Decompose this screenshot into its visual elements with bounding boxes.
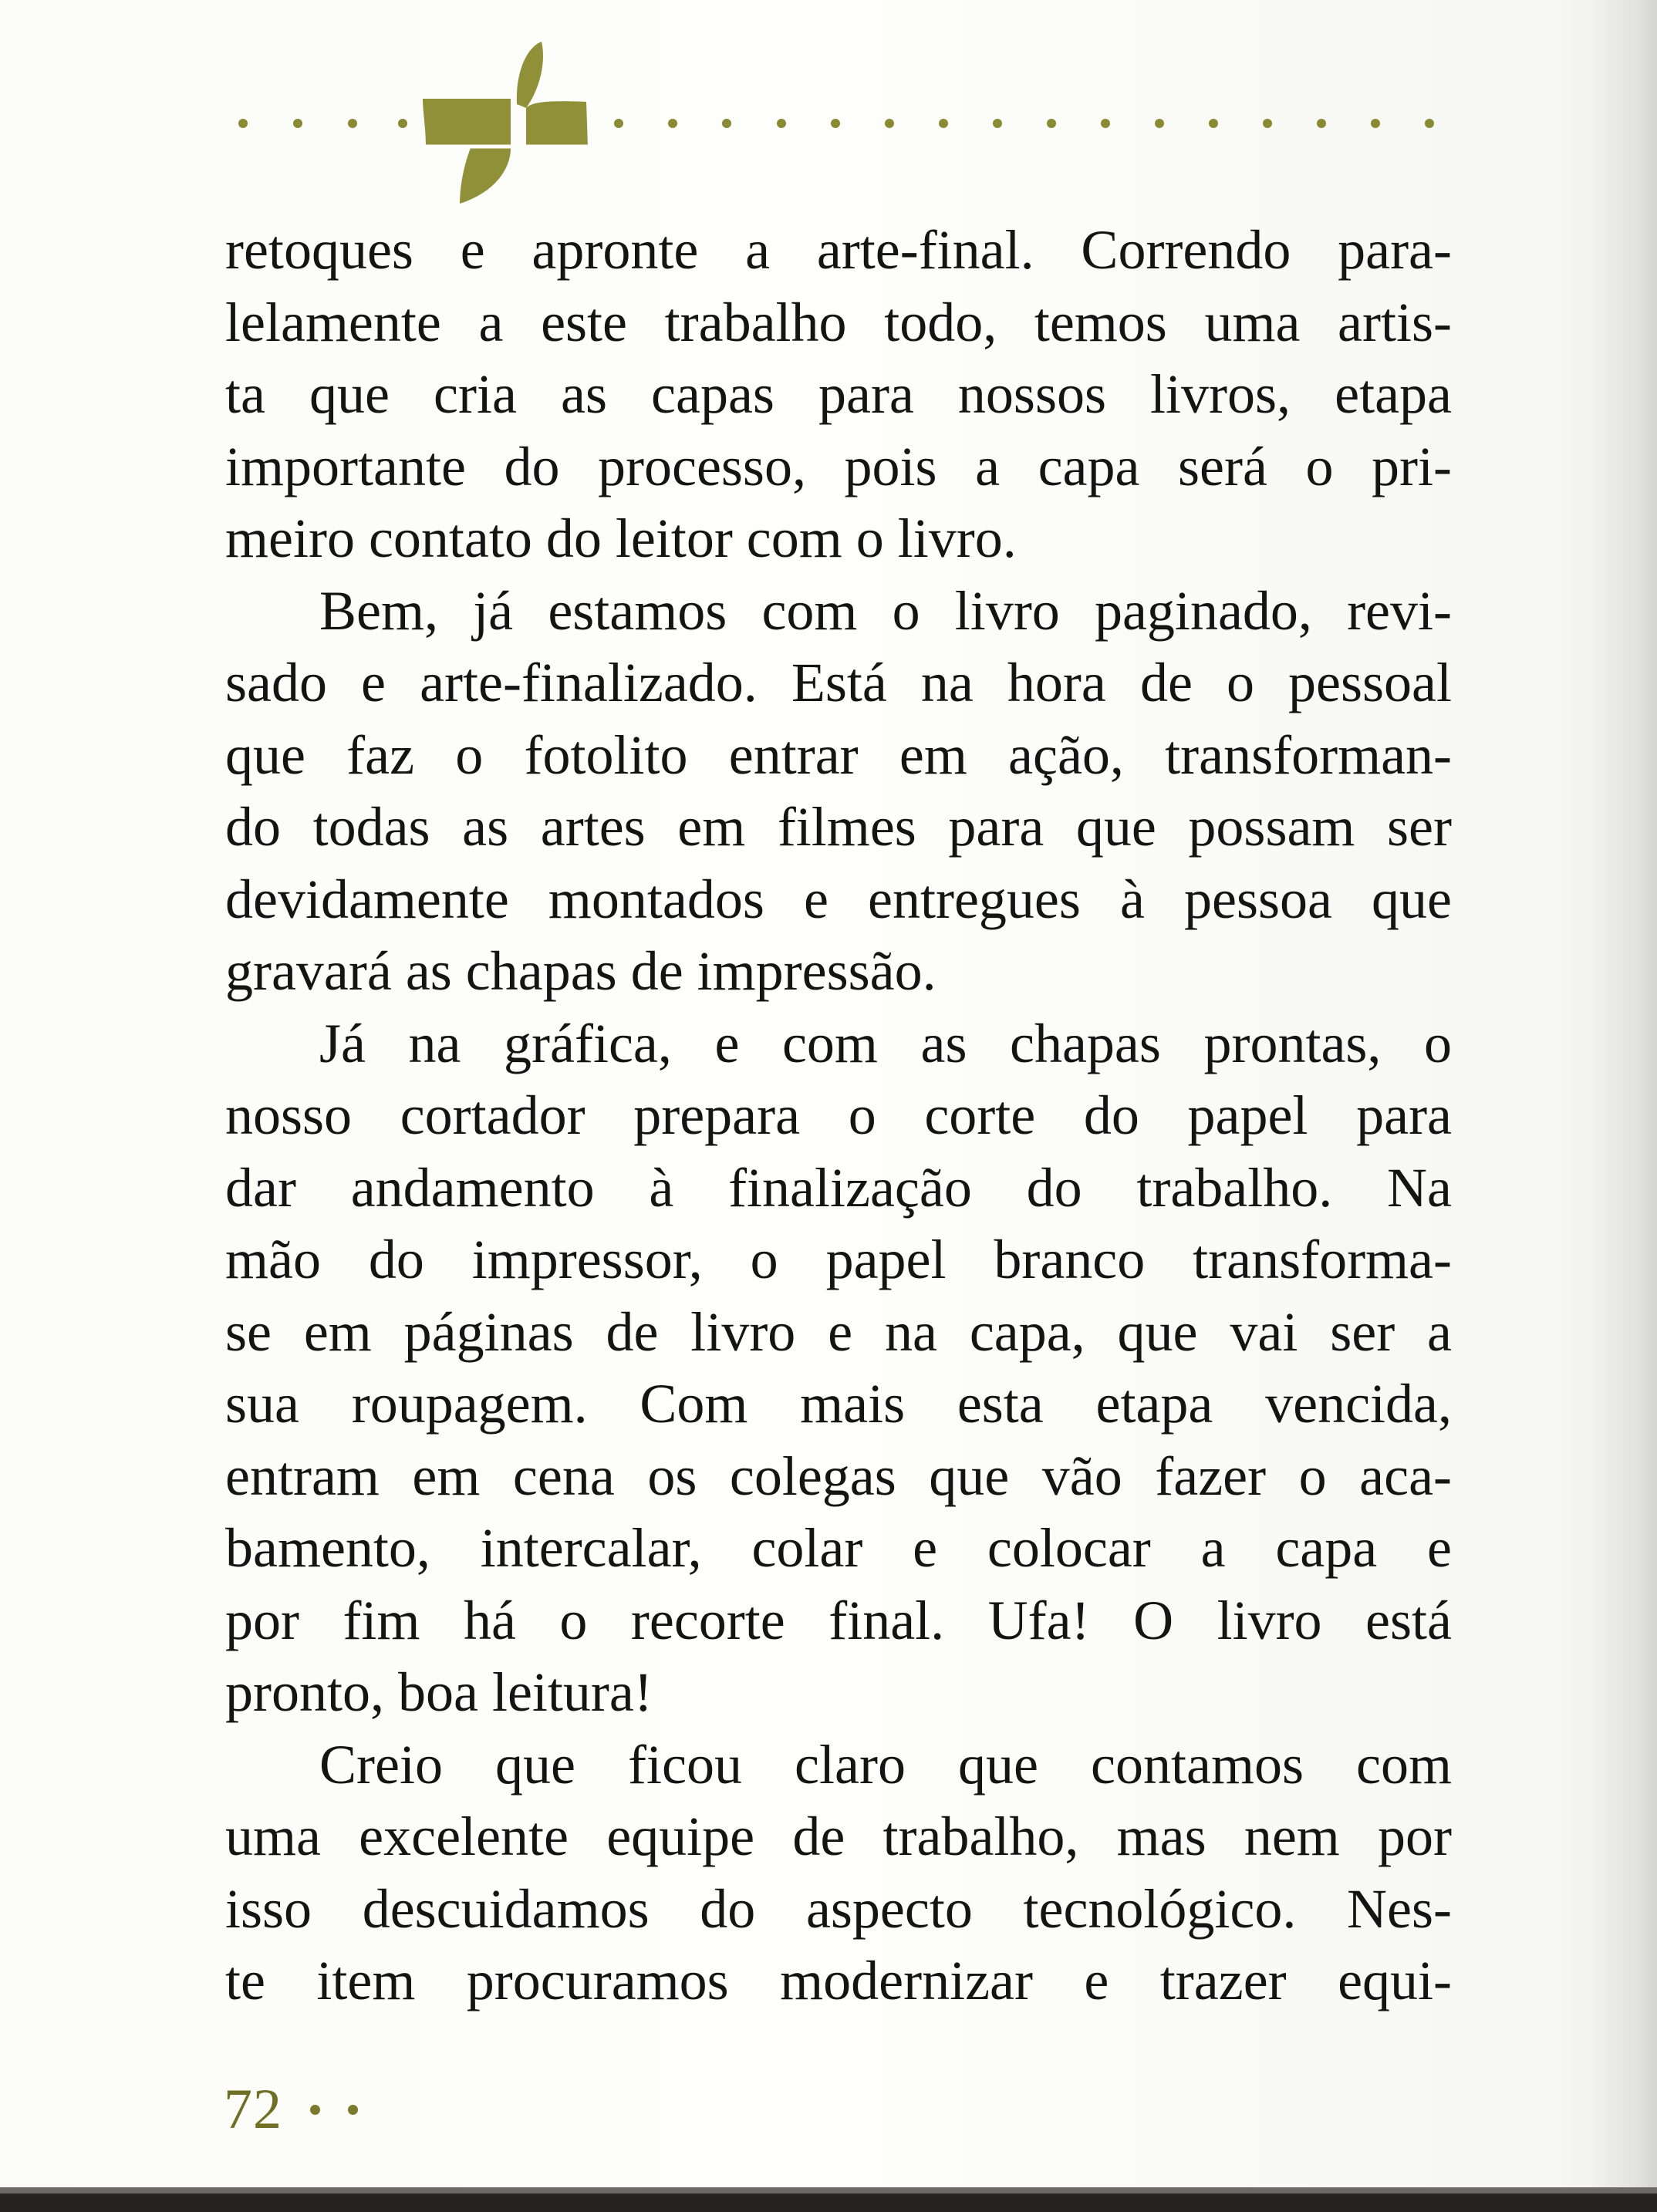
folio-dot-icon <box>310 2105 320 2115</box>
scan-edge-light <box>0 2187 1657 2193</box>
leaf-ornament-icon <box>423 42 588 204</box>
folio-dot-icon <box>348 2105 358 2115</box>
body-text <box>225 214 1452 2018</box>
page-edge-shadow <box>1588 0 1657 2212</box>
text-line: bamento, intercalar, colar e colocar a capa e <box>225 1517 1452 1579</box>
text-line: gravará as chapas de impressão. <box>225 940 936 1002</box>
text-line: por fim há o recorte final. Ufa! O livro está <box>225 1589 1452 1651</box>
text-line: pronto, boa leitura! <box>225 1661 653 1723</box>
text-line: Creio que ficou claro que contamos com <box>319 1733 1452 1796</box>
text-line: lelamente a este trabalho todo, temos uma artis- <box>225 291 1452 353</box>
page-folio <box>224 2075 358 2144</box>
text-line: se em páginas de livro e na capa, que vai ser a <box>225 1300 1452 1363</box>
dotted-rule <box>224 31 1458 208</box>
text-line: mão do impressor, o papel branco transforma- <box>225 1229 1452 1290</box>
rule-dots <box>238 119 1434 128</box>
text-line: importante do processo, pois a capa será o pri- <box>225 435 1452 497</box>
text-line: ta que cria as capas para nossos livros, etapa <box>225 363 1452 425</box>
text-line: Já na gráfica, e com as chapas prontas, o <box>319 1012 1452 1074</box>
text-line: sado e arte-finalizado. Está na hora de o pessoal <box>225 652 1452 713</box>
text-line: que faz o fotolito entrar em ação, transforman- <box>225 723 1452 786</box>
text-line: do todas as artes em filmes para que possam ser <box>225 796 1452 858</box>
text-line: entram em cena os colegas que vão fazer o aca- <box>225 1445 1452 1507</box>
text-line: meiro contato do leitor com o livro. <box>225 507 1017 569</box>
text-line: te item procuramos modernizar e trazer equi- <box>225 1950 1452 2011</box>
text-line: uma excelente equipe de trabalho, mas nem por <box>225 1806 1452 1867</box>
text-line: nosso cortador prepara o corte do papel para <box>225 1084 1452 1146</box>
text-line: sua roupagem. Com mais esta etapa vencida, <box>225 1373 1452 1435</box>
text-line: Bem, já estamos com o livro paginado, revi- <box>319 579 1452 642</box>
header-ornament-row <box>224 31 1458 208</box>
scan-edge-dark <box>0 2193 1657 2212</box>
text-line: devidamente montados e entregues à pessoa que <box>225 868 1452 930</box>
text-line: isso descuidamos do aspecto tecnológico. Nes- <box>225 1877 1452 1940</box>
text-line: dar andamento à finalização do trabalho. Na <box>225 1156 1452 1219</box>
page-number: 72 <box>224 2077 282 2141</box>
text-line: retoques e apronte a arte-final. Correndo para- <box>225 219 1452 281</box>
